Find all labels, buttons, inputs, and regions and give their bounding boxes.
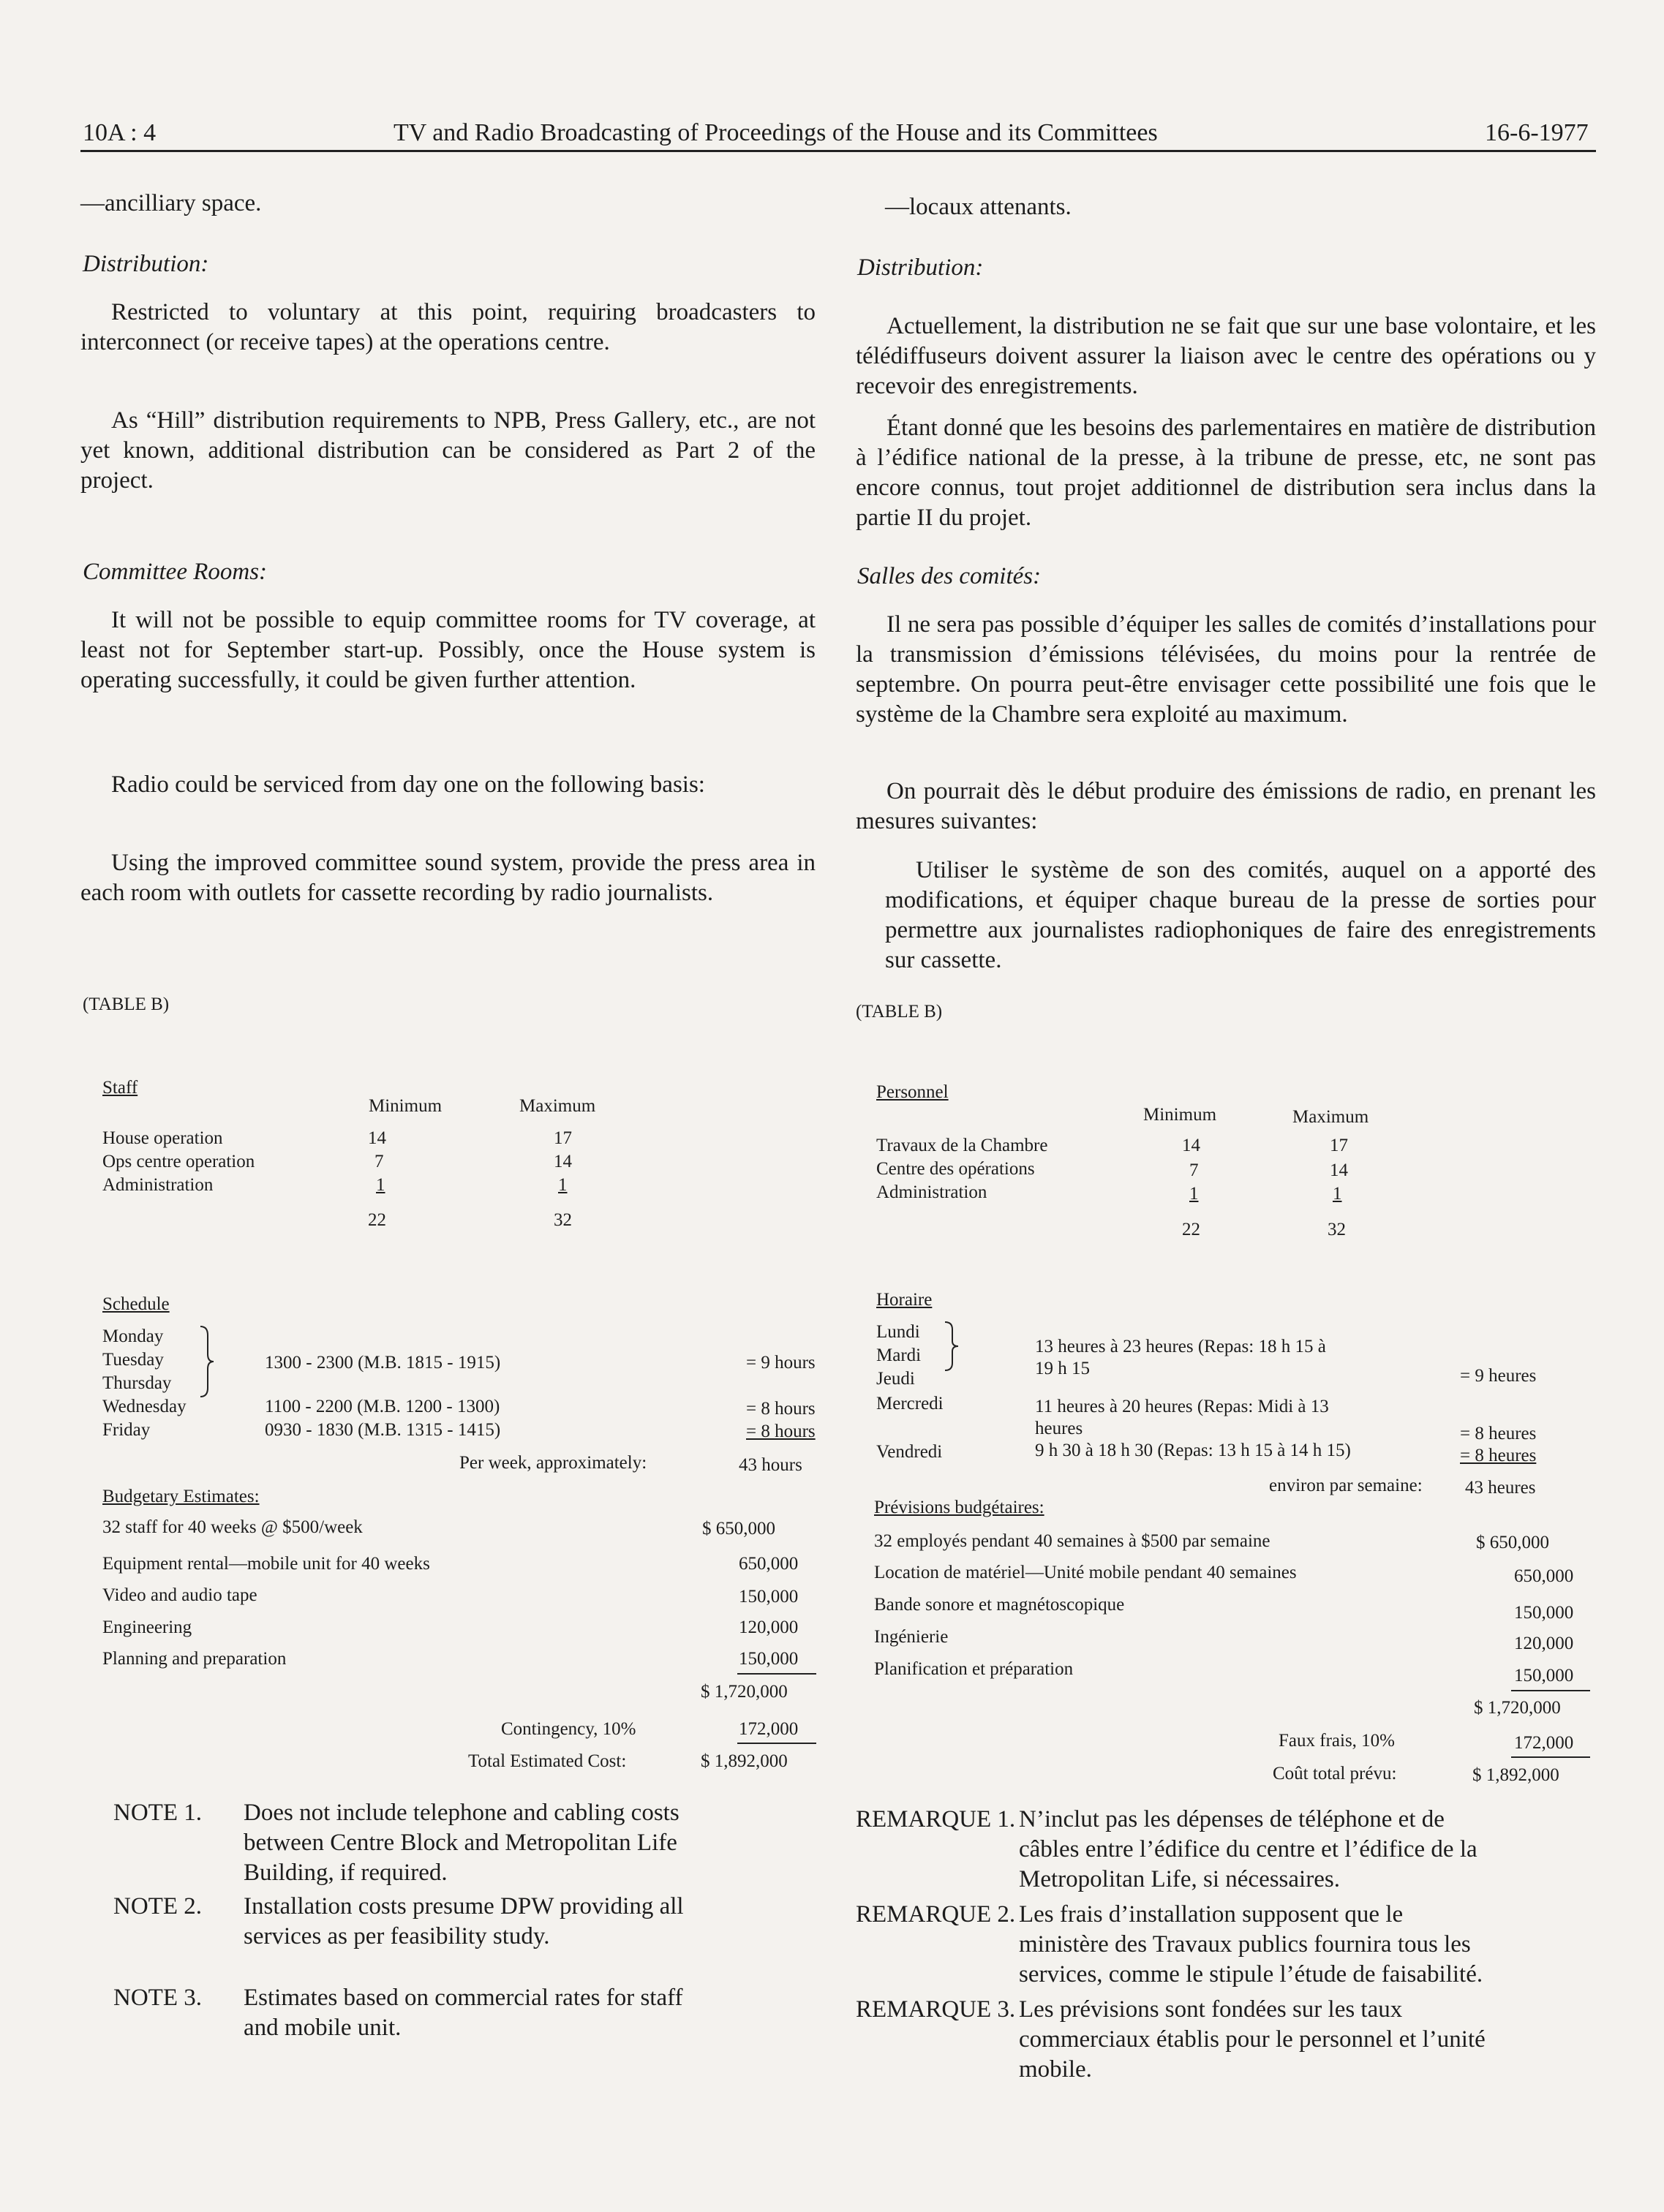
- en-schedule-wed-time: 1100 - 2200 (M.B. 1200 - 1300): [265, 1397, 500, 1416]
- en-committee-paragraph-3: Using the improved committee sound system, provide the press area in each room with outlets for cassette recording by radio journalists.: [80, 850, 816, 906]
- en-staff-row-max: 17: [554, 1128, 572, 1148]
- fr-schedule-group-time: 19 h 15: [1035, 1359, 1090, 1378]
- page-date: 16-6-1977: [1485, 119, 1589, 146]
- fr-budget-row-label: Ingénierie: [874, 1627, 949, 1647]
- fr-staff-col-max: Maximum: [1292, 1107, 1369, 1127]
- fr-note-line: services, comme le stipule l’étude de faisabilité.: [1019, 1961, 1483, 1988]
- fr-note-label: REMARQUE 2.: [856, 1901, 1016, 1928]
- fr-note-line: Les prévisions sont fondées sur les taux: [1019, 1996, 1403, 2023]
- fr-budget-subtotal: $ 1,720,000: [1474, 1698, 1561, 1718]
- en-committee-paragraph-1: It will not be possible to equip committee rooms for TV coverage, at least not for September start-up. Possibly, once the House system is operating successfully, it could be given further attention.: [80, 607, 816, 693]
- en-distribution-paragraph-2: As “Hill” distribution requirements to NPB, Press Gallery, etc., are not yet known, additional distribution can be considered as Part 2 of the project.: [80, 407, 816, 494]
- fr-note-line: commerciaux établis pour le personnel et l’unité: [1019, 2026, 1486, 2053]
- en-note-label: NOTE 1.: [113, 1800, 202, 1826]
- en-schedule-per-week-value: 43 hours: [739, 1455, 802, 1475]
- en-schedule-title: Schedule: [102, 1294, 170, 1314]
- en-budget-contingency-label: Contingency, 10%: [501, 1719, 636, 1739]
- en-note-line: services as per feasibility study.: [244, 1923, 550, 1949]
- fr-schedule-per-week-value: 43 heures: [1465, 1478, 1536, 1498]
- fr-staff-row-label: Travaux de la Chambre: [876, 1136, 1048, 1155]
- en-note-line: Estimates based on commercial rates for staff: [244, 1985, 683, 2011]
- header-rule: [80, 150, 1596, 152]
- fr-schedule-wed-hours: = 8 heures: [1460, 1424, 1537, 1443]
- en-budget-row-label: Equipment rental—mobile unit for 40 weeks: [102, 1554, 430, 1574]
- en-committee-section-2: [80, 770, 816, 800]
- en-committee-section-3: [80, 848, 816, 908]
- fr-schedule-brace: [944, 1321, 961, 1372]
- fr-schedule-day: Jeudi: [876, 1369, 915, 1389]
- fr-schedule-group-time: 13 heures à 23 heures (Repas: 18 h 15 à: [1035, 1337, 1326, 1356]
- fr-budget-row-label: Bande sonore et magnétoscopique: [874, 1595, 1125, 1615]
- en-staff-col-min: Minimum: [369, 1096, 443, 1116]
- fr-note-line: câbles entre l’édifice du centre et l’édifice de la: [1019, 1836, 1477, 1862]
- fr-staff-row-min: 1: [1189, 1184, 1199, 1204]
- fr-committee-section-2: [856, 777, 1596, 837]
- fr-committee-section: [856, 610, 1596, 730]
- fr-distribution-paragraph-1: Actuellement, la distribution ne se fait que sur une base volontaire, et les télédiffuseurs doivent assurer la liaison avec le centre des opérations ou y recevoir des enregistrements.: [856, 313, 1596, 399]
- en-budget-row-value: $ 650,000: [702, 1519, 775, 1539]
- fr-note-line: mobile.: [1019, 2056, 1092, 2083]
- fr-table-label: (TABLE B): [856, 1002, 943, 1022]
- en-budget-row-label: Planning and preparation: [102, 1649, 287, 1669]
- en-staff-col-max: Maximum: [519, 1096, 596, 1116]
- en-committee-heading: Committee Rooms:: [83, 559, 268, 585]
- en-staff-row-max: 14: [554, 1152, 572, 1171]
- en-committee-section: [80, 605, 816, 695]
- fr-staff-row-label: Centre des opérations: [876, 1159, 1035, 1179]
- en-schedule-day: Thursday: [102, 1373, 172, 1393]
- en-budget-row-value: 650,000: [739, 1554, 799, 1574]
- fr-note-label: REMARQUE 1.: [856, 1806, 1016, 1832]
- en-budget-subtotal-rule: [737, 1673, 816, 1675]
- fr-committee-paragraph-2: On pourrait dès le début produire des émissions de radio, en prenant les mesures suivantes:: [856, 778, 1596, 834]
- fr-staff-row-max: 17: [1330, 1136, 1348, 1155]
- en-staff-row-min: 1: [376, 1175, 385, 1195]
- en-distribution-paragraph-1: Restricted to voluntary at this point, requiring broadcasters to interconnect (or receive tapes) at the operations centre.: [80, 299, 816, 355]
- en-note-line: and mobile unit.: [244, 2015, 402, 2041]
- fr-budget-row-value: $ 650,000: [1476, 1533, 1549, 1552]
- fr-schedule-day: Lundi: [876, 1322, 920, 1342]
- en-staff-total-min: 22: [368, 1210, 386, 1230]
- en-schedule-group-hours: = 9 hours: [746, 1353, 816, 1373]
- fr-schedule-fri-hours: = 8 heures: [1460, 1446, 1537, 1465]
- fr-schedule-wed-time: heures: [1035, 1419, 1083, 1438]
- en-budget-total-label: Total Estimated Cost:: [468, 1751, 627, 1771]
- en-budget-subtotal: $ 1,720,000: [701, 1682, 788, 1702]
- fr-committee-heading: Salles des comités:: [857, 563, 1042, 589]
- running-title: TV and Radio Broadcasting of Proceedings of the House and its Committees: [394, 119, 1158, 146]
- fr-note-line: ministère des Travaux publics fournira tous les: [1019, 1931, 1471, 1958]
- en-budget-title: Budgetary Estimates:: [102, 1487, 260, 1506]
- en-schedule-day: Tuesday: [102, 1350, 164, 1370]
- fr-budget-row-label: 32 employés pendant 40 semaines à $500 par semaine: [874, 1531, 1270, 1551]
- en-staff-row-max: 1: [558, 1175, 568, 1195]
- fr-note-label: REMARQUE 3.: [856, 1996, 1016, 2023]
- en-schedule-wed-label: Wednesday: [102, 1397, 187, 1416]
- en-schedule-fri-hours: = 8 hours: [746, 1422, 816, 1441]
- en-budget-row-label: Engineering: [102, 1618, 192, 1637]
- fr-budget-total-label: Coût total prévu:: [1273, 1764, 1397, 1783]
- en-distribution-heading: Distribution:: [83, 251, 209, 277]
- en-table-label: (TABLE B): [83, 994, 170, 1014]
- fr-distribution-section-2: [856, 413, 1596, 533]
- fr-note-line: Les frais d’installation supposent que le: [1019, 1901, 1404, 1928]
- fr-schedule-wed-label: Mercredi: [876, 1394, 944, 1413]
- fr-budget-row-value: 150,000: [1514, 1603, 1574, 1623]
- en-distribution-section-2: [80, 406, 816, 496]
- en-schedule-group-time: 1300 - 2300 (M.B. 1815 - 1915): [265, 1353, 501, 1373]
- en-budget-row-label: Video and audio tape: [102, 1585, 257, 1605]
- page-number: 10A : 4: [83, 119, 157, 146]
- fr-note-line: Metropolitan Life, si nécessaires.: [1019, 1866, 1340, 1892]
- en-budget-total-value: $ 1,892,000: [701, 1751, 788, 1771]
- en-budget-total-rule: [737, 1743, 816, 1744]
- fr-schedule-per-week-label: environ par semaine:: [1269, 1476, 1423, 1495]
- fr-ancillary-text: —locaux attenants.: [885, 194, 1072, 220]
- fr-schedule-title: Horaire: [876, 1290, 933, 1310]
- en-schedule-per-week-label: Per week, approximately:: [459, 1453, 647, 1473]
- fr-committee-section-3: [885, 856, 1596, 975]
- en-schedule-day: Monday: [102, 1326, 164, 1346]
- en-schedule-fri-time: 0930 - 1830 (M.B. 1315 - 1415): [265, 1420, 501, 1440]
- fr-staff-col-min: Minimum: [1143, 1105, 1217, 1125]
- fr-staff-row-min: 7: [1189, 1160, 1199, 1180]
- fr-budget-row-value: 650,000: [1514, 1566, 1574, 1586]
- fr-budget-row-label: Location de matériel—Unité mobile pendant 40 semaines: [874, 1563, 1297, 1582]
- fr-staff-row-max: 14: [1330, 1160, 1348, 1180]
- fr-budget-row-value: 120,000: [1514, 1634, 1574, 1653]
- fr-distribution-section: [856, 312, 1596, 401]
- en-staff-row-min: 7: [374, 1152, 384, 1171]
- en-staff-total-max: 32: [554, 1210, 572, 1230]
- fr-budget-contingency-value: 172,000: [1514, 1733, 1574, 1753]
- en-committee-paragraph-2: Radio could be serviced from day one on the following basis:: [111, 771, 705, 798]
- en-staff-row-label: Ops centre operation: [102, 1152, 255, 1171]
- en-ancillary-text: —ancilliary space.: [80, 190, 262, 216]
- en-budget-row-value: 150,000: [739, 1587, 799, 1607]
- en-staff-row-label: House operation: [102, 1128, 223, 1148]
- fr-staff-row-label: Administration: [876, 1182, 987, 1202]
- en-schedule-wed-hours: = 8 hours: [746, 1399, 816, 1419]
- en-schedule-fri-label: Friday: [102, 1420, 151, 1440]
- fr-staff-total-max: 32: [1328, 1220, 1346, 1239]
- fr-budget-contingency-label: Faux frais, 10%: [1279, 1731, 1395, 1751]
- en-note-line: Does not include telephone and cabling costs: [244, 1800, 679, 1826]
- fr-staff-total-min: 22: [1182, 1220, 1200, 1239]
- en-note-line: between Centre Block and Metropolitan Life: [244, 1830, 677, 1856]
- fr-budget-row-value: 150,000: [1514, 1666, 1574, 1686]
- fr-staff-title: Personnel: [876, 1082, 949, 1102]
- en-note-line: Installation costs presume DPW providing all: [244, 1893, 684, 1920]
- en-staff-title: Staff: [102, 1078, 138, 1098]
- en-note-line: Building, if required.: [244, 1860, 448, 1886]
- fr-staff-row-min: 14: [1182, 1136, 1200, 1155]
- fr-budget-total-rule: [1511, 1756, 1590, 1758]
- fr-budget-subtotal-rule: [1511, 1690, 1590, 1691]
- en-staff-row-label: Administration: [102, 1175, 214, 1195]
- en-note-label: NOTE 2.: [113, 1893, 202, 1920]
- fr-budget-total-value: $ 1,892,000: [1472, 1765, 1559, 1785]
- fr-budget-row-label: Planification et préparation: [874, 1659, 1074, 1679]
- fr-schedule-fri-label: Vendredi: [876, 1442, 943, 1462]
- en-staff-row-min: 14: [368, 1128, 386, 1148]
- fr-schedule-wed-time: 11 heures à 20 heures (Repas: Midi à 13: [1035, 1397, 1329, 1416]
- fr-distribution-paragraph-2: Étant donné que les besoins des parlementaires en matière de distribution à l’édifice national de la presse, à la tribune de presse, etc, ne sont pas encore connus, tout projet additionnel de distribution sera inclus dans la partie II du projet.: [856, 415, 1596, 531]
- fr-budget-title: Prévisions budgétaires:: [874, 1498, 1044, 1517]
- en-budget-row-label: 32 staff for 40 weeks @ $500/week: [102, 1517, 363, 1537]
- fr-note-line: N’inclut pas les dépenses de téléphone et de: [1019, 1806, 1445, 1832]
- en-note-label: NOTE 3.: [113, 1985, 202, 2011]
- fr-schedule-day: Mardi: [876, 1345, 922, 1365]
- en-budget-row-value: 150,000: [739, 1649, 799, 1669]
- fr-staff-row-max: 1: [1333, 1184, 1342, 1204]
- en-schedule-brace: [199, 1325, 217, 1398]
- fr-schedule-group-hours: = 9 heures: [1460, 1366, 1537, 1386]
- fr-schedule-fri-time: 9 h 30 à 18 h 30 (Repas: 13 h 15 à 14 h 15): [1035, 1441, 1351, 1460]
- en-budget-row-value: 120,000: [739, 1618, 799, 1637]
- fr-committee-paragraph-3: Utiliser le système de son des comités, auquel on a apporté des modifications, et équiper chaque bureau de la presse de sorties pour permettre aux journalistes radiophoniques de faire des enregistrements sur cassette.: [885, 857, 1596, 973]
- en-budget-contingency-value: 172,000: [739, 1719, 799, 1739]
- en-distribution-section: [80, 298, 816, 358]
- fr-distribution-heading: Distribution:: [857, 254, 984, 281]
- fr-committee-paragraph-1: Il ne sera pas possible d’équiper les salles de comités d’installations pour la transmission d’émissions télévisées, du moins pour la rentrée de septembre. On pourra peut-être envisager cette possibilité une fois que le système de la Chambre sera exploité au maximum.: [856, 611, 1596, 728]
